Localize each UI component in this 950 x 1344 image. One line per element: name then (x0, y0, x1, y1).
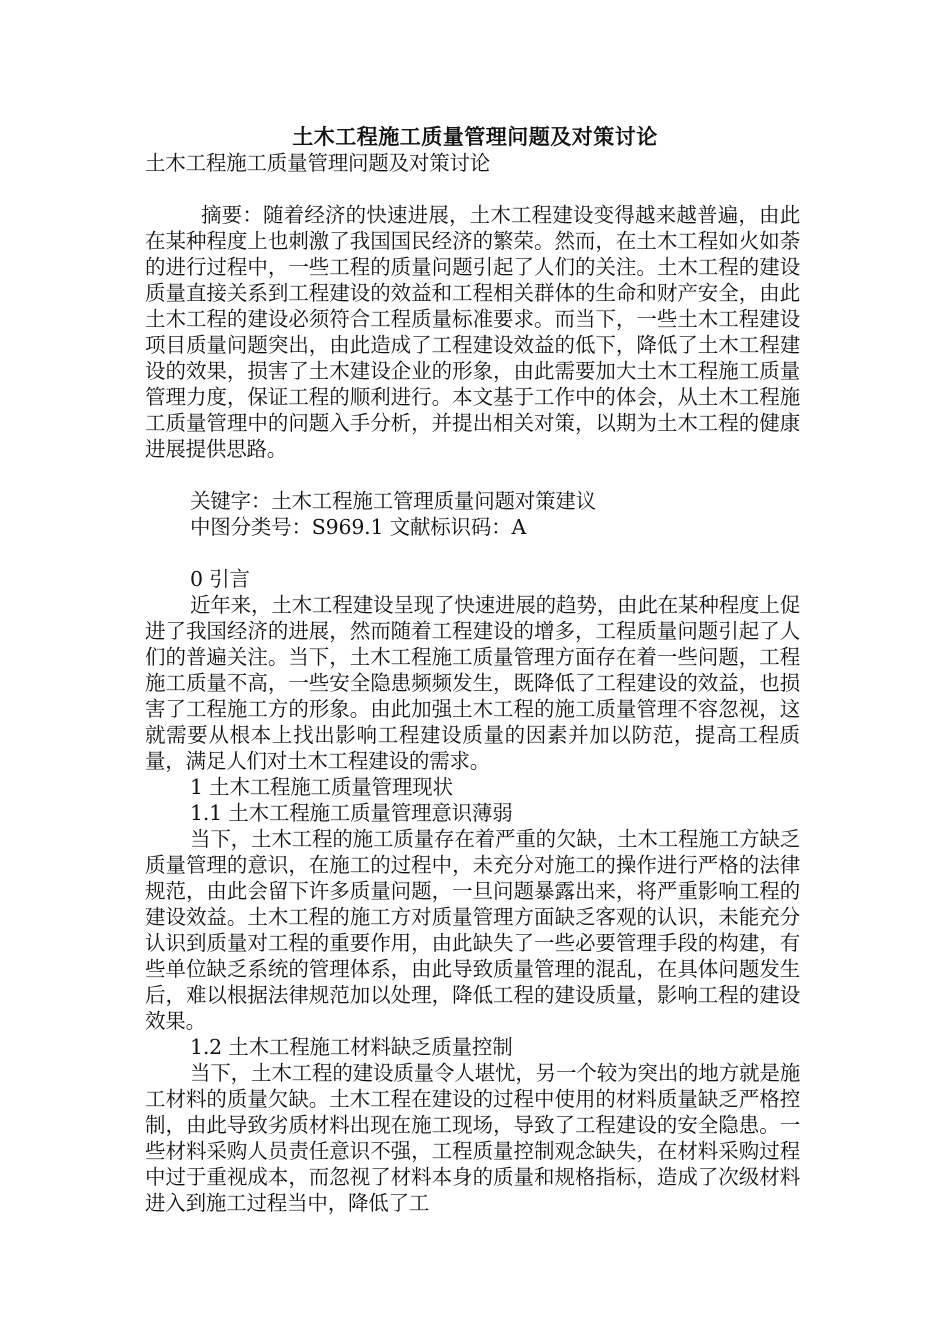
spacer (145, 540, 800, 566)
intro-paragraph: 近年来，土木工程建设呈现了快速进展的趋势，由此在某种程度上促进了我国经济的进展，然而随着工程建设的增多，工程质量问题引起了人们的普遍关注。当下，土木工程施工质量管理方面存在着一些问题，工程施工质量不高，一些安全隐患频频发生，既降低了工程建设的效益，也损害了工程施工方的形象。由此加强土木工程的施工质量管理不容忽视，这就需要从根本上找出影响工程建设质量的因素并加以防范，提高工程质量，满足人们对土木工程建设的需求。 (145, 593, 800, 773)
keywords-line: 关键字：土木工程施工管理质量问题对策建议 (190, 489, 596, 513)
section-1-2-paragraph: 当下，土木工程的建设质量令人堪忧，另一个较为突出的地方就是施工材料的质量欠缺。土木工程在建设的过程中使用的材料质量缺乏严格控制，由此导致劣质材料出现在施工现场，导致了工程建设的安全隐患。一些材料采购人员责任意识不强，工程质量控制观念缺失，在材料采购过程中过于重视成本，而忽视了材料本身的质量和规格指标，造成了次级材料进入到施工过程当中，降低了工 (145, 1061, 800, 1215)
document-subtitle: 土木工程施工质量管理问题及对策讨论 (145, 151, 491, 175)
spacer (145, 462, 800, 488)
document-body (145, 150, 800, 1216)
abstract-paragraph: 摘要：随着经济的快速进展，土木工程建设变得越来越普遍，由此在某种程度上也刺激了我国国民经济的繁荣。然而，在土木工程如火如荼的进行过程中，一些工程的质量问题引起了人们的关注。土木工程的建设质量直接关系到工程建设的效益和工程相关群体的生命和财产安全，由此土木工程的建设必须符合工程质量标准要求。而当下，一些土木工程建设项目质量问题突出，由此造成了工程建设效益的低下，降低了土木工程建设的效果，损害了土木建设企业的形象，由此需要加大土木工程施工质量管理力度，保证工程的顺利进行。本文基于工作中的体会，从土木工程施工质量管理中的问题入手分析，并提出相关对策，以期为土木工程的健康进展提供思路。 (145, 203, 800, 461)
section-1-2-heading: 1.2 土木工程施工材料缺乏质量控制 (190, 1035, 513, 1059)
section-1-heading: 1 土木工程施工质量管理现状 (190, 775, 453, 799)
classification-line: 中图分类号：S969.1 文献标识码：A (190, 515, 527, 539)
section-1-1-heading: 1.1 土木工程施工质量管理意识薄弱 (190, 801, 513, 825)
spacer (145, 176, 800, 202)
document-title: 土木工程施工质量管理问题及对策讨论 (292, 124, 658, 149)
section-1-1-paragraph: 当下，土木工程的施工质量存在着严重的欠缺，土木工程施工方缺乏质量管理的意识，在施工的过程中，未充分对施工的操作进行严格的法律规范，由此会留下许多质量问题，一旦问题暴露出来，将严重影响工程的建设效益。土木工程的施工方对质量管理方面缺乏客观的认识，未能充分认识到质量对工程的重要作用，由此缺失了一些必要管理手段的构建，有些单位缺乏系统的管理体系，由此导致质量管理的混乱，在具体问题发生后，难以根据法律规范加以处理，降低工程的建设质量，影响工程的建设效果。 (145, 827, 800, 1033)
intro-heading: 0 引言 (190, 567, 250, 591)
